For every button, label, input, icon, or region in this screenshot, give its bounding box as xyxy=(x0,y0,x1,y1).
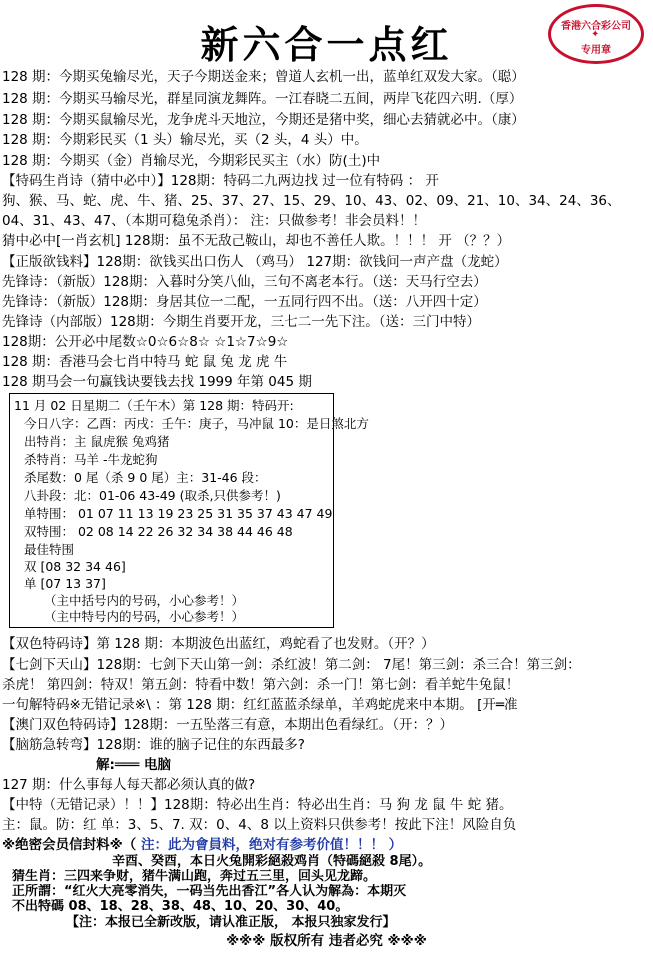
info-line: 主：鼠。防：红 单：3、5、7. 双：0、4、8 以上资料只供参考！按此下注！风险自负 xyxy=(2,817,517,833)
vip-label: ※绝密会员信封料※（ xyxy=(2,837,137,853)
final-line: 不出特碼 08、18、28、38、48、10、20、30、40。 xyxy=(12,899,349,914)
final-line: 正所謂：“红火大亮零消失，一码当先出香江”各人认为解為：本期灭 xyxy=(12,884,407,899)
final-line: 辛酉、癸酉，本日火兔開彩絕殺鸡肖（特碼絕殺 8尾）。 xyxy=(112,854,432,869)
vip-line xyxy=(2,837,651,854)
seal-company-name: 香港六合彩公司 xyxy=(561,21,631,32)
info-line: 杀虎！ 第四剑：特双！第五剑：特看中数！第六剑：杀一门！第七剑：看羊蛇牛兔鼠！ xyxy=(2,677,520,693)
box-line: 双 [08 32 34 46] xyxy=(24,559,126,574)
info-line: 【七剑下天山】128期：七剑下天山第一剑：杀红波！第二剑： 7尾！第三剑：杀三合！第三剑： xyxy=(2,657,581,673)
company-seal xyxy=(548,4,644,64)
vip-note: 注：此为會員料，绝对有参考价值！！！ ） xyxy=(136,837,403,853)
prediction-line: 狗、猴、马、蛇、虎、牛、猪、25、37、27、15、29、10、43、02、09、21、10、34、24、36、 xyxy=(2,193,621,209)
page-title: 新六合一点红 xyxy=(200,22,453,67)
box-line: 双特围： 02 08 14 22 26 32 34 38 44 46 48 xyxy=(24,524,293,539)
prediction-line: 128 期：今期买（金）肖输尽光，今期彩民买主（水）防(土)中 xyxy=(2,153,381,169)
prediction-line: 128 期马会一句赢钱诀要钱去找 1999 年第 045 期 xyxy=(2,374,312,390)
box-line: 今日八字：乙酉：丙戌：壬午：庚子，马冲鼠 10：是日煞北方 xyxy=(24,416,369,431)
box-line: （主中特号内的号码，小心参考！） xyxy=(44,609,245,624)
prediction-line: 先锋诗（内部版）128期：今期生肖要开龙，三七二一先下注。（送：三门中特） xyxy=(2,314,481,330)
prediction-line: 128 期：香港马会七肖中特马 蛇 鼠 兔 龙 虎 牛 xyxy=(2,354,288,370)
info-line: 【中特（无错记录）！！】128期：特必出生肖：特必出生肖：马 狗 龙 鼠 牛 蛇 猪。 xyxy=(2,797,513,813)
prediction-line: 04、31、43、47、（本期可稳兔杀肖）： 注：只做参考！非会员料！！ xyxy=(2,213,427,229)
box-line: （主中括号内的号码，小心参考！） xyxy=(44,593,245,608)
box-line: 单特围： 01 07 11 13 19 23 25 31 35 37 43 47 49 xyxy=(24,506,333,521)
prediction-line: 【正版欲钱料】128期：欲钱买出口伤人 （鸡马） 127期：欲钱问一声产盘（龙蛇） xyxy=(2,254,508,270)
riddle-answer: 解:═══ 电脑 xyxy=(96,757,171,773)
box-line: 八卦段：北：01-06 43-49 (取杀,只供参考！) xyxy=(24,488,281,503)
prediction-line: 猜中必中[一肖玄机] 128期：虽不无敌己鞍山，却也不善任人欺。！！！ 开 （？？） xyxy=(2,233,511,249)
prediction-line: 先锋诗：（新版）128期：身居其位一二配，一五同行四不出。（送：八开四十定） xyxy=(2,294,487,310)
prediction-line: 【特码生肖诗（猜中必中）】128期：特码二九两边找 过一位有特码 ： 开 xyxy=(2,173,439,189)
prediction-line: 128 期：今期买兔输尽光，天子今期送金来；曾道人玄机一出，蓝单红双发大家。（聪） xyxy=(2,69,525,85)
box-line: 杀尾数：0 尾（杀 9 0 尾）主：31-46 段： xyxy=(24,470,267,485)
prediction-line: 128 期：今期买鼠输尽光，龙争虎斗天地泣，今期还是猪中奖，细心去猜就必中。（康） xyxy=(2,112,525,128)
final-line: 猜生肖：三四来争财，猪牛满山跑，奔过五三里，回头见龙蹄。 xyxy=(12,869,377,884)
box-line: 杀特肖：马羊 -牛龙蛇狗 xyxy=(24,452,158,467)
info-line: 【脑筋急转弯】128期：谁的脑子记住的东西最多? xyxy=(2,737,305,753)
prediction-line: 128 期：今期买马输尽光，群星同演龙舞阵。一江春晓二五间，两岸飞花四六明.（厚） xyxy=(2,91,523,107)
info-line: 【双色特码诗】第 128 期：本期波色出蓝红，鸡蛇看了也发财。（开？） xyxy=(2,636,435,652)
special-code-box xyxy=(9,393,369,628)
info-line: 127 期：什么事每人每天都必须认真的做? xyxy=(2,777,256,793)
prediction-line: 128 期：今期彩民买（1 头）输尽光，买（2 头，4 头）中。 xyxy=(2,132,368,148)
info-line: 【澳门双色特码诗】128期：一五坠落三有意，本期出色看绿红。（开：？） xyxy=(2,717,454,733)
prediction-line: 先锋诗：（新版）128期：入暮时分笑八仙，三句不离老本行。（送：天马行空去） xyxy=(2,274,487,290)
copyright-line: ※※※ 版权所有 违者必究 ※※※ xyxy=(226,933,427,949)
box-line: 单 [07 13 37] xyxy=(24,576,106,591)
info-line: 一句解特码※无错记录※\ ：第 128 期：红红蓝蓝杀绿单，羊鸡蛇虎来中本期。 [开═准 xyxy=(2,697,518,713)
notice-line: 【注：本报已全新改版，请认准正版， 本报只独家发行】 xyxy=(66,915,396,930)
box-line: 最佳特围 xyxy=(24,542,75,557)
seal-star-icon: ✦ xyxy=(591,29,600,40)
prediction-line: 128期：公开必中尾数☆0☆6☆8☆ ☆1☆7☆9☆ xyxy=(2,334,289,350)
seal-label: 专用章 xyxy=(581,45,611,56)
box-line: 出特肖：主 鼠虎猴 兔鸡猪 xyxy=(24,434,170,449)
box-line: 11 月 02 日星期二（壬午木）第 128 期：特码开: xyxy=(14,398,294,413)
